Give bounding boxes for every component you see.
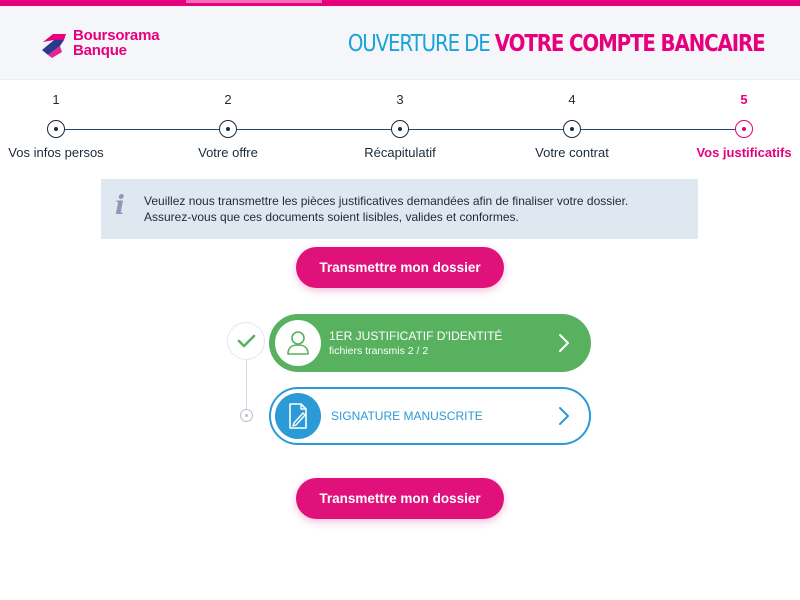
check-icon [228, 323, 264, 359]
info-message [101, 179, 698, 239]
card-subtitle: fichiers transmis 2 / 2 [329, 345, 429, 357]
page-title [347, 31, 764, 57]
submit-dossier-button-top[interactable]: Transmettre mon dossier [296, 247, 504, 288]
step-4 [492, 90, 652, 160]
step-dot-icon [219, 120, 237, 138]
user-icon-wrap [275, 320, 321, 366]
card-title: SIGNATURE MANUSCRITE [331, 409, 483, 423]
step-label: Vos justificatifs [696, 145, 792, 160]
step-1 [0, 90, 136, 160]
brand-name[interactable] [73, 28, 159, 58]
step-number: 4 [568, 92, 576, 107]
user-icon [275, 320, 321, 366]
document-edit-icon-wrap [275, 393, 321, 439]
identity-document-card[interactable] [269, 314, 591, 372]
chevron-right-icon [557, 333, 571, 353]
signature-document-card[interactable] [269, 387, 591, 445]
header [0, 6, 800, 80]
step-dot-icon [735, 120, 753, 138]
step-label: Votre offre [198, 145, 258, 160]
progress-rail [246, 360, 247, 415]
brand-line-1: Boursorama [73, 27, 160, 44]
step-5-active [664, 90, 800, 160]
page-title-light: OUVERTURE DE [347, 31, 490, 57]
submit-dossier-button-bottom[interactable]: Transmettre mon dossier [296, 478, 504, 519]
progress-stepper [0, 90, 800, 170]
step-label: Votre contrat [535, 145, 609, 160]
step-dot-icon [47, 120, 65, 138]
document-edit-icon [275, 393, 321, 439]
brand-line-2: Banque [73, 42, 127, 59]
step-number: 5 [740, 92, 748, 107]
info-line-1: Veuillez nous transmettre les pièces justificatives demandées afin de finaliser votre dossier. [144, 194, 629, 208]
step-3 [320, 90, 480, 160]
card-title: 1ER JUSTIFICATIF D'IDENTITÉ [329, 329, 503, 343]
boursorama-logo-icon[interactable] [40, 30, 68, 58]
info-text [144, 193, 689, 225]
step-2 [148, 90, 308, 160]
step-number: 3 [396, 92, 404, 107]
top-accent-highlight [186, 0, 322, 3]
complete-status-marker [227, 322, 265, 360]
step-dot-icon [391, 120, 409, 138]
step-label: Vos infos persos [8, 145, 104, 160]
step-number: 1 [52, 92, 60, 107]
info-icon: i [115, 191, 125, 221]
page-title-bold: VOTRE COMPTE BANCAIRE [494, 31, 764, 57]
step-dot-icon [563, 120, 581, 138]
step-number: 2 [224, 92, 232, 107]
step-label: Récapitulatif [364, 145, 436, 160]
pending-status-dot-icon [240, 409, 253, 422]
info-line-2: Assurez-vous que ces documents soient lisibles, valides et conformes. [144, 210, 519, 224]
chevron-right-icon [557, 406, 571, 426]
